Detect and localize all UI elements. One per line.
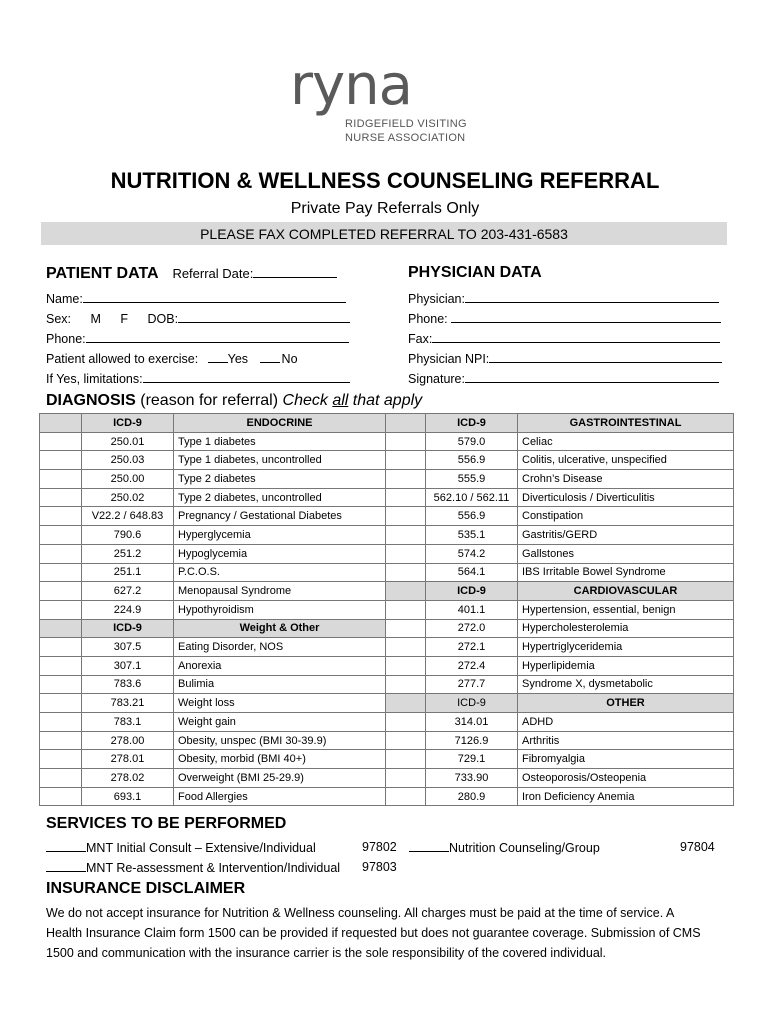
referral-date-label: Referral Date: [172, 266, 254, 281]
checkbox-cell[interactable] [386, 526, 426, 545]
limitations-label: If Yes, limitations: [46, 372, 143, 386]
checkbox-cell[interactable] [386, 750, 426, 769]
service-2-label: Nutrition Counseling/Group [449, 841, 600, 855]
checkbox-cell[interactable] [40, 432, 82, 451]
icd-code-cell: 307.1 [82, 656, 174, 675]
icd-code-cell: 224.9 [82, 600, 174, 619]
table-row [40, 769, 734, 788]
sex-m-option[interactable]: M [90, 312, 101, 326]
checkbox-cell[interactable] [40, 600, 82, 619]
diagnosis-heading [46, 392, 422, 410]
checkbox-cell[interactable] [40, 582, 82, 601]
diagnosis-cell: Celiac [518, 432, 734, 451]
diagnosis-heading-italic-1: Check [282, 392, 333, 409]
exercise-yes-blank[interactable] [208, 349, 228, 363]
exercise-no-label: No [281, 352, 298, 366]
diagnosis-cell: OTHER [518, 694, 734, 713]
patient-phone-row [46, 329, 349, 347]
patient-heading-text: PATIENT DATA [46, 265, 158, 282]
icd-code-cell: 783.6 [82, 675, 174, 694]
icd-code-cell: 579.0 [426, 432, 518, 451]
table-row [40, 488, 734, 507]
checkbox-cell[interactable] [40, 563, 82, 582]
table-row [40, 675, 734, 694]
dob-label: DOB: [147, 312, 179, 326]
ryna-logo [290, 46, 490, 151]
diagnosis-cell: Osteoporosis/Osteopenia [518, 769, 734, 788]
physician-phone-field[interactable] [451, 309, 721, 323]
diagnosis-cell: ENDOCRINE [174, 414, 386, 433]
patient-sex-dob-row [46, 309, 350, 327]
checkbox-cell[interactable] [386, 432, 426, 451]
patient-phone-field[interactable] [86, 329, 349, 343]
diagnosis-heading-italic-2: that apply [348, 392, 423, 409]
table-row [40, 787, 734, 806]
diagnosis-cell: Gastritis/GERD [518, 526, 734, 545]
insurance-line-1: We do not accept insurance for Nutrition & Wellness counseling. All charges must be paid at the time of service. A [46, 906, 675, 920]
physician-npi-label: Physician NPI: [408, 352, 490, 366]
icd-code-cell: V22.2 / 648.83 [82, 507, 174, 526]
diagnosis-cell: Iron Deficiency Anemia [518, 787, 734, 806]
dob-field[interactable] [178, 309, 350, 323]
patient-data-heading [46, 264, 337, 283]
table-row [40, 451, 734, 470]
physician-fax-row [408, 329, 720, 347]
diagnosis-heading-bold: DIAGNOSIS [46, 392, 136, 409]
table-row [40, 470, 734, 489]
icd-code-cell: 627.2 [82, 582, 174, 601]
insurance-disclaimer-text [46, 903, 701, 963]
table-row [40, 731, 734, 750]
limitations-field[interactable] [143, 369, 350, 383]
table-row [40, 563, 734, 582]
service-3-code: 97803 [362, 860, 397, 874]
icd-code-cell: ICD-9 [426, 582, 518, 601]
service-row-1 [46, 838, 316, 856]
patient-phone-label: Phone: [46, 332, 86, 346]
table-row [40, 750, 734, 769]
services-heading: SERVICES TO BE PERFORMED [46, 815, 287, 832]
table-row [40, 414, 734, 433]
icd-code-cell: 729.1 [426, 750, 518, 769]
form-subtitle: Private Pay Referrals Only [290, 200, 480, 217]
diagnosis-cell: Type 1 diabetes [174, 432, 386, 451]
sex-f-option[interactable]: F [120, 312, 129, 326]
checkbox-cell[interactable] [386, 544, 426, 563]
icd-code-cell: ICD-9 [426, 414, 518, 433]
table-row [40, 544, 734, 563]
diagnosis-cell: Type 2 diabetes, uncontrolled [174, 488, 386, 507]
physician-phone-row [408, 309, 721, 327]
checkbox-cell[interactable] [386, 470, 426, 489]
table-row [40, 694, 734, 713]
icd-code-cell: 401.1 [426, 600, 518, 619]
diagnosis-cell: Constipation [518, 507, 734, 526]
diagnosis-cell: Colitis, ulcerative, unspecified [518, 451, 734, 470]
icd-code-cell: 307.5 [82, 638, 174, 657]
insurance-line-2: Health Insurance Claim form 1500 can be provided if requested but does not guarantee coverage. Submission of CMS [46, 926, 701, 940]
physician-fax-field[interactable] [432, 329, 720, 343]
table-row [40, 432, 734, 451]
icd-code-cell: 693.1 [82, 787, 174, 806]
checkbox-cell[interactable] [40, 451, 82, 470]
checkbox-cell[interactable] [40, 656, 82, 675]
diagnosis-cell: Hyperlipidemia [518, 656, 734, 675]
logo-wordmark: ryna [290, 53, 412, 118]
physician-fax-label: Fax: [408, 332, 433, 346]
checkbox-cell[interactable] [386, 638, 426, 657]
diagnosis-cell: Anorexia [174, 656, 386, 675]
diagnosis-cell: Eating Disorder, NOS [174, 638, 386, 657]
icd-code-cell: 250.03 [82, 451, 174, 470]
checkbox-cell[interactable] [40, 694, 82, 713]
service-row-3 [46, 858, 340, 876]
diagnosis-heading-all: all [332, 392, 349, 409]
icd-code-cell: 790.6 [82, 526, 174, 545]
checkbox-cell[interactable] [386, 675, 426, 694]
icd-code-cell: 314.01 [426, 713, 518, 732]
icd-code-cell: 562.10 / 562.11 [426, 488, 518, 507]
icd-code-cell: 535.1 [426, 526, 518, 545]
checkbox-cell[interactable] [40, 750, 82, 769]
icd-code-cell: 272.0 [426, 619, 518, 638]
checkbox-cell [40, 414, 82, 433]
icd-code-cell: ICD-9 [82, 619, 174, 638]
checkbox-cell[interactable] [386, 731, 426, 750]
diagnosis-cell: Weight & Other [174, 619, 386, 638]
referral-date-field[interactable] [253, 264, 337, 278]
icd-code-cell: 7126.9 [426, 731, 518, 750]
checkbox-cell[interactable] [386, 488, 426, 507]
service-2-blank[interactable] [409, 838, 449, 852]
diagnosis-cell: Hypertriglyceridemia [518, 638, 734, 657]
checkbox-cell[interactable] [386, 769, 426, 788]
icd-code-cell: 251.2 [82, 544, 174, 563]
table-row [40, 600, 734, 619]
physician-label: Physician: [408, 292, 465, 306]
diagnosis-cell: Diverticulosis / Diverticulitis [518, 488, 734, 507]
diagnosis-cell: Hypercholesterolemia [518, 619, 734, 638]
diagnosis-cell: Food Allergies [174, 787, 386, 806]
diagnosis-cell: Overweight (BMI 25-29.9) [174, 769, 386, 788]
checkbox-cell[interactable] [40, 526, 82, 545]
icd-code-cell: 251.1 [82, 563, 174, 582]
service-3-blank[interactable] [46, 858, 86, 872]
checkbox-cell[interactable] [40, 769, 82, 788]
service-1-label: MNT Initial Consult – Extensive/Individual [86, 841, 316, 855]
diagnosis-cell: Hyperglycemia [174, 526, 386, 545]
checkbox-cell[interactable] [40, 787, 82, 806]
signature-field[interactable] [465, 369, 719, 383]
checkbox-cell[interactable] [386, 787, 426, 806]
service-row-2 [409, 838, 600, 856]
checkbox-cell[interactable] [386, 713, 426, 732]
table-row [40, 619, 734, 638]
limitations-row [46, 369, 350, 387]
icd-code-cell: 280.9 [426, 787, 518, 806]
diagnosis-cell: Syndrome X, dysmetabolic [518, 675, 734, 694]
physician-phone-label: Phone: [408, 312, 448, 326]
checkbox-cell[interactable] [40, 488, 82, 507]
fax-banner: PLEASE FAX COMPLETED REFERRAL TO 203-431-6583 [41, 222, 727, 245]
diagnosis-cell: ADHD [518, 713, 734, 732]
diagnosis-cell: Type 2 diabetes [174, 470, 386, 489]
service-1-code: 97802 [362, 840, 397, 854]
patient-name-row [46, 289, 346, 307]
icd-code-cell: 574.2 [426, 544, 518, 563]
diagnosis-cell: Weight loss [174, 694, 386, 713]
icd-code-cell: 278.00 [82, 731, 174, 750]
insurance-line-3: 1500 and communication with the insurance carrier is the sole responsibility of the covered individual. [46, 946, 607, 960]
diagnosis-heading-rest: (reason for referral) [135, 392, 283, 409]
icd-code-cell: 278.02 [82, 769, 174, 788]
icd-code-cell: 783.21 [82, 694, 174, 713]
icd-code-cell: 250.02 [82, 488, 174, 507]
icd-code-cell: 783.1 [82, 713, 174, 732]
checkbox-cell[interactable] [386, 451, 426, 470]
diagnosis-table-body [40, 414, 734, 806]
table-row [40, 656, 734, 675]
icd-code-cell: 556.9 [426, 451, 518, 470]
diagnosis-cell: Menopausal Syndrome [174, 582, 386, 601]
diagnosis-cell: Crohn’s Disease [518, 470, 734, 489]
icd-code-cell: 555.9 [426, 470, 518, 489]
exercise-label: Patient allowed to exercise: [46, 352, 199, 366]
checkbox-cell [40, 619, 82, 638]
physician-field[interactable] [465, 289, 719, 303]
sex-label: Sex: [46, 312, 72, 326]
diagnosis-cell: Arthritis [518, 731, 734, 750]
diagnosis-cell: Obesity, unspec (BMI 30-39.9) [174, 731, 386, 750]
diagnosis-cell: IBS Irritable Bowel Syndrome [518, 563, 734, 582]
diagnosis-table [39, 413, 734, 806]
service-1-blank[interactable] [46, 838, 86, 852]
diagnosis-cell: Weight gain [174, 713, 386, 732]
checkbox-cell[interactable] [40, 544, 82, 563]
table-row [40, 713, 734, 732]
service-2-code: 97804 [680, 840, 715, 854]
diagnosis-cell: Fibromyalgia [518, 750, 734, 769]
physician-row [408, 289, 719, 307]
physician-data-heading: PHYSICIAN DATA [408, 264, 542, 281]
patient-name-field[interactable] [83, 289, 346, 303]
diagnosis-cell: Gallstones [518, 544, 734, 563]
table-row [40, 507, 734, 526]
checkbox-cell[interactable] [40, 713, 82, 732]
checkbox-cell [386, 582, 426, 601]
icd-code-cell: 278.01 [82, 750, 174, 769]
table-row [40, 638, 734, 657]
diagnosis-cell: Obesity, morbid (BMI 40+) [174, 750, 386, 769]
service-3-label: MNT Re-assessment & Intervention/Individual [86, 861, 341, 875]
diagnosis-cell: Hypertension, essential, benign [518, 600, 734, 619]
physician-npi-row [408, 349, 722, 367]
checkbox-cell[interactable] [386, 656, 426, 675]
icd-code-cell: 250.01 [82, 432, 174, 451]
checkbox-cell[interactable] [40, 507, 82, 526]
diagnosis-cell: Type 1 diabetes, uncontrolled [174, 451, 386, 470]
diagnosis-cell: Bulimia [174, 675, 386, 694]
icd-code-cell: 272.4 [426, 656, 518, 675]
diagnosis-cell: Pregnancy / Gestational Diabetes [174, 507, 386, 526]
icd-code-cell: 272.1 [426, 638, 518, 657]
icd-code-cell: 277.7 [426, 675, 518, 694]
icd-code-cell: 556.9 [426, 507, 518, 526]
physician-signature-row [408, 369, 719, 387]
table-row [40, 582, 734, 601]
diagnosis-cell: Hypothyroidism [174, 600, 386, 619]
checkbox-cell[interactable] [40, 675, 82, 694]
diagnosis-cell: GASTROINTESTINAL [518, 414, 734, 433]
insurance-heading: INSURANCE DISCLAIMER [46, 880, 246, 897]
form-title: NUTRITION & WELLNESS COUNSELING REFERRAL [110, 168, 660, 193]
checkbox-cell[interactable] [40, 470, 82, 489]
table-row [40, 526, 734, 545]
checkbox-cell[interactable] [40, 638, 82, 657]
logo-org-line1: RIDGEFIELD VISITING [345, 118, 467, 130]
checkbox-cell[interactable] [386, 600, 426, 619]
checkbox-cell[interactable] [386, 507, 426, 526]
exercise-no-blank[interactable] [260, 349, 280, 363]
physician-npi-field[interactable] [489, 349, 722, 363]
name-label: Name: [46, 292, 83, 306]
diagnosis-cell: Hypoglycemia [174, 544, 386, 563]
icd-code-cell: ICD-9 [426, 694, 518, 713]
logo-org-line2: NURSE ASSOCIATION [345, 132, 466, 144]
exercise-yes-label: Yes [227, 352, 249, 366]
checkbox-cell[interactable] [386, 563, 426, 582]
checkbox-cell [386, 414, 426, 433]
icd-code-cell: 733.90 [426, 769, 518, 788]
icd-code-cell: 250.00 [82, 470, 174, 489]
checkbox-cell[interactable] [40, 731, 82, 750]
diagnosis-cell: CARDIOVASCULAR [518, 582, 734, 601]
exercise-row [46, 349, 298, 367]
checkbox-cell[interactable] [386, 619, 426, 638]
icd-code-cell: 564.1 [426, 563, 518, 582]
checkbox-cell [386, 694, 426, 713]
signature-label: Signature: [408, 372, 465, 386]
icd-code-cell: ICD-9 [82, 414, 174, 433]
diagnosis-cell: P.C.O.S. [174, 563, 386, 582]
